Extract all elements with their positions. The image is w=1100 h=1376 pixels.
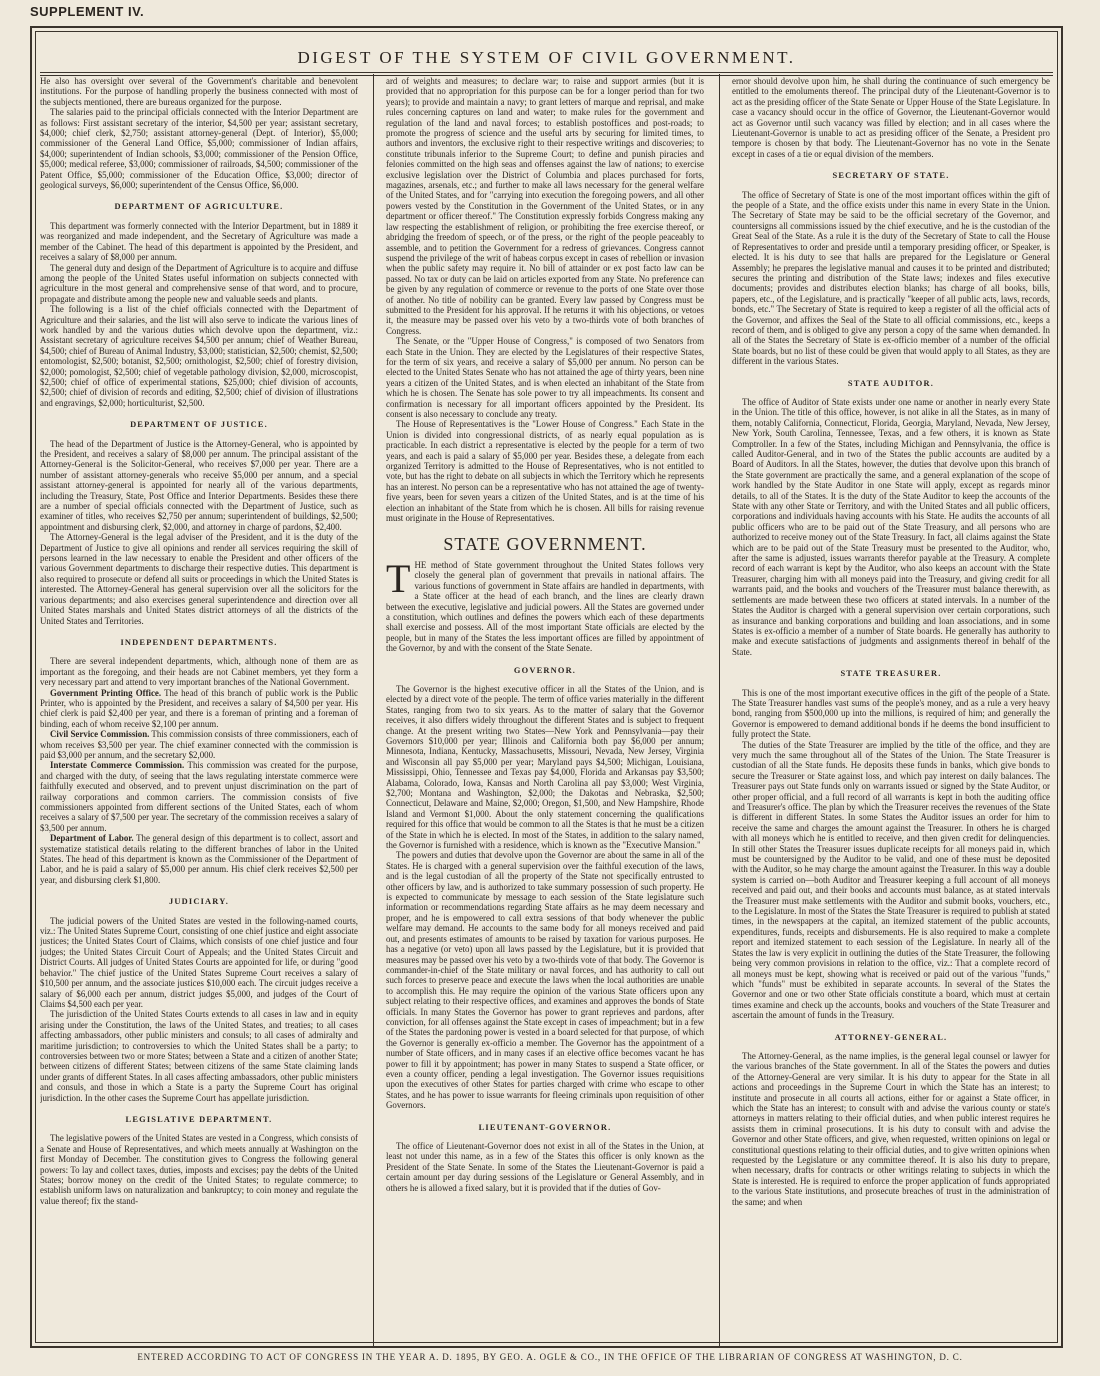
section-heading: STATE AUDITOR. — [847, 378, 935, 388]
paragraph — [386, 555, 704, 654]
paragraph: The Attorney-General, as the name implies, is the general legal counsel or lawyer for the various branches of the State government. In all of the States the powers and duties of the Attorney-General are very similar. It is his duty to appear for the State in all actions and proceedings in the Supreme Court in which the State has an interest; to institute and prosecute in all courts all actions, either for or against a State officer, in which the State has an interest; to consult with and advise the various county or state's attorneys in matters relating to their official duties, and when public interest requires he assists them in criminal prosecutions. It is his duty to consult with and advise the Governor and other State officers, and give, when requested, written opinions on legal or constitutional questions relating to their official duties, and to give written opinions when requested by the Legislature or any committee thereof. It is also his duty to prepare, when necessary, drafts for contracts or other writings relating to subjects in which the State is interested. He is required to enforce the proper application of funds appropriated to the various State institutions, and prosecute breaches of trust in the administration of the same; and when — [732, 1050, 1050, 1207]
paragraph: The office of Auditor of State exists under one name or another in nearly every State in the Union. The title of this office, however, is not alike in all the States, as in many of them, notably California, Connecticut, Florida, Georgia, Maryland, Nevada, New Jersey, New York, South Carolina, Tennessee, Texas, and a few others, it is known as State Comptroller. In a few of the States, including Michigan and Pennsylvania, the office is called Auditor-General, and in two of the States the public accounts are audited by a Board of Auditors. In all the States, however, the duties that devolve upon this branch of the State government are practically the same, and a general explanation of the scope of work handled by the State Auditor in one State will apply, except as regards minor details, to all of the States. It is the duty of the State Auditor to keep the accounts of the State with any other State or Territory, and with the United States and all public officers, corporations and individuals having accounts with his State. He audits the accounts of all public officers who are to be paid out of the State Treasury, and all persons who are authorized to receive money out of the State Treasury. In fact, all claims against the State which are to be paid out of the State Treasury must be presented to the Auditor, who, after the same is adjusted, issues warrants therefor payable at the Treasury. A complete record of each warrant is kept by the Auditor, who also keeps an account with the State Treasurer, charging him with all moneys paid into the Treasury, and giving credit for all warrants paid, and the books and vouchers of the Treasurer must balance therewith, as settlements are made between these two officers at stated intervals. In a number of the States the Auditor is charged with a general supervision over certain corporations, such as insurance and banking corporations and building and loan associations, and in some States is ex-officio a member of a number of State boards. He generally has authority to make and execute satisfactions of judgments and assignments thereof in behalf of the State. — [732, 396, 1050, 657]
section-heading: DEPARTMENT OF JUSTICE. — [130, 420, 268, 430]
paragraph: The duties of the State Treasurer are implied by the title of the office, and they are very much the same throughout all of the States of the Union. The State Treasurer is custodian of all the State funds. He deposits these funds in banks, which give bonds to secure the Treasurer or State against loss, and which pay interest on daily balances. The Treasurer pays out State funds only on warrants issued or signed by the State Auditor, or other proper official, and a full record of all warrants is kept in both the auditing office and Treasurer's office. The plan by which the Treasurer receives the revenues of the State is different in different States. In some States the Auditor issues an order for him to receive the same and charges the amount against the Treasurer. In others he is charged with all moneys which he is entitled to receive, and then given credit for delinquencies. In still other States the Treasurer issues duplicate receipts for all moneys paid in, which must be countersigned by the Auditor to be valid, and one of these must be deposited with the Auditor, so he may charge the amount against the Treasurer. In this way a double system is carried on—both Auditor and Treasurer keeping a full account of all moneys received and paid out, and their books and accounts must balance, as at stated intervals the Treasurer must make settlements with the Auditor and submit books, vouchers, etc., to the Legislature. In most of the States the State Treasurer is required to publish at stated times, in the newspapers at the capital, an itemized statement of the public accounts, expenditures, funds, receipts and disbursements. He is also required to make a complete report and itemized statement to each session of the Legislature. In nearly all of the States the law is very explicit in outlining the duties of the State Treasurer, the following being very common provisions in relation to the office, viz.: That a complete record of all moneys must be kept, showing what is received or paid out of the various "funds," which "funds" must be exhibited in separate accounts. In several of the States the Governor and one or two other State officials constitute a board, which must at certain times examine and check up the accounts, books and vouchers of the State Treasurer and ascertain the amount of funds in the Treasury. — [732, 739, 1050, 1021]
section-heading: SECRETARY OF STATE. — [832, 171, 950, 181]
paragraph: The powers and duties that devolve upon the Governor are about the same in all of the States. He is charged with a general supervision over the faithful execution of the laws, and is the legal custodian of all the property of the State not specifically entrusted to other officers by law, and is authorized to take summary possession of such property. He is expected to communicate by message to each session of the State legislature such information or recommendations regarding State affairs as he may deem necessary and proper, and he is empowered to call extra sessions of that body whenever the public welfare may demand. He accounts to the same body for all moneys received and paid out, and presents estimates of amounts to be raised by taxation for various purposes. He has a negative (or veto) upon all laws passed by the Legislature, but it is provided that measures may be passed over his veto by a two-thirds vote of that body. The Governor is commander-in-chief of the State military or naval forces, and has authority to call out such forces to preserve peace and execute the laws when the local authorities are unable to accomplish this. He may require the opinion of the various State officers upon any subject relating to their respective offices, and examines and approves the bonds of State officials. In many States the Governor has power to grant reprieves and pardons, after conviction, for all offenses against the State except in cases of impeachment; but in a few of the States the pardoning power is vested in a board selected for that purpose, of which the Governor is generally ex-officio a member. The Governor has the appointment of a number of State officers, and in many cases if an elective office becomes vacant he has power to fill it by appointment; has power in many States to suspend a State officer, or even a county officer, pending a legal investigation. The Governor issues requisitions upon the executives of other States for parties charged with crime who escape to other States, and he has power to issue warrants for fleeing criminals upon requisition of other Governors. — [386, 850, 704, 1111]
paragraph: The general duty and design of the Department of Agriculture is to acquire and diffuse among the people of the United States useful information on subjects connected with agriculture in the most general and comprehensive sense of that word, and to procure, propagate and distribute among the people new and valuable seeds and plants. — [40, 262, 358, 304]
paragraph-body: The general design of this department is to collect, assort and systematize statistical details relating to the different branches of labor in the United States. The head of this department is known as the Commissioner of the Department of Labor, and he is paid a salary of $5,000 per annum. His chief clerk receives $2,500 per year, and disbursing clerk $1,800. — [40, 833, 358, 885]
paragraph-body: The head of this branch of public work is the Public Printer, who is appointed by the President, and receives a salary of $4,500 per year. His chief clerk is paid $2,400 per year, and there is a foreman of printing and a foreman of binding, each of whom receive $2,100 per annum. — [40, 687, 358, 729]
paragraph: The legislative powers of the United States are vested in a Congress, which consists of a Senate and House of Representatives, and which meets annually at Washington on the first Monday of December. The constitution gives to Congress the following general powers: To lay and collect taxes, duties, imposts and excises; pay the debts of the United States; borrow money on the credit of the United States; to regulate commerce; to establish uniform laws on naturalization and bankruptcy; to coin money and regulate the value thereof; fix the stand- — [40, 1133, 358, 1206]
title-rule — [40, 72, 1053, 73]
paragraph-lead: Interstate Commerce Commission. — [50, 760, 185, 771]
copyright-footer: ENTERED ACCORDING TO ACT OF CONGRESS IN THE YEAR A. D. 1895, BY GEO. A. OGLE & CO., IN THE OFFICE OF THE LIBRARIAN OF CONGRESS AT WASHINGTON, D. C. — [137, 1352, 963, 1362]
paragraph: ernor should devolve upon him, he shall during the continuance of such emergency be entitled to the emoluments thereof. The principal duty of the Lieutenant-Governor is to act as the presiding officer of the State Senate or Upper House of the State Legislature. In case a vacancy should occur in the office of Governor, the Lieutenant-Governor would act as Governor until such vacancy was filled by election; and in all cases where the Lieutenant-Governor is unable to act as presiding officer of the Senate, a President pro tempore is chosen by that body. The Lieutenant-Governor has no vote in the Senate except in cases of a tie or equal division of the members. — [732, 76, 1050, 159]
section-heading: INDEPENDENT DEPARTMENTS. — [120, 637, 278, 647]
column-divider — [719, 74, 720, 1346]
section-heading: ATTORNEY-GENERAL. — [834, 1032, 948, 1042]
section-heading: LIEUTENANT-GOVERNOR. — [478, 1122, 612, 1132]
paragraph: There are several independent departments, which, although none of them are as important as the foregoing, and their heads are not Cabinet members, yet they form a very necessary part and attend to very important branches of the National Government. — [40, 656, 358, 688]
column-1 — [40, 76, 358, 1346]
column-divider — [373, 74, 374, 1346]
paragraph: He also has oversight over several of the Government's charitable and benevolent institutions. For the purpose of handling properly the business connected with most of the subjects mentioned, there are bureaus organized for the purpose. — [40, 76, 358, 107]
paragraph: The office of Secretary of State is one of the most important offices within the gift of the people of a State, and the office exists under this name in every State in the Union. The Secretary of State may be said to be the official secretary of the Governor, and countersigns all commissions issued by the chief executive, and he is the custodian of the Great Seal of the State. As a rule it is the duty of the Secretary of State to call the House of Representatives to order and preside until a temporary presiding officer, or Speaker, is elected. It is his duty to see that halls are prepared for the Legislature or General Assembly; he prepares the legislative manual and causes it to be printed and distributed; secures the printing and distribution of the State laws; indexes and files executive documents; provides and distributes election blanks; has charge of all books, bills, papers, etc., of the Legislature, and is practically "keeper of all public acts, laws, records, bonds, etc." The Secretary of State is required to keep a register of all the official acts of the Governor, and affixes the Seal of the State to all official commissions, etc., keeps a record of them, and is obliged to give any person a copy of the same when demanded. In all of the States the Secretary of State is ex-officio member of a number of the official State boards, but no list of these could be given that would apply to all States, as they are different in the various States. — [732, 189, 1050, 367]
section-heading: DEPARTMENT OF AGRICULTURE. — [114, 202, 284, 212]
paragraph: The following is a list of the chief officials connected with the Department of Agriculture and their salaries, and the list will also serve to indicate the various lines of work handled by and the various duties which devolve upon the department, viz.: Assistant secretary of agriculture receives $4,500 per annum; chief of Weather Bureau, $4,500; chief of Bureau of Animal Industry, $3,000; statistician, $2,500; chemist, $2,500; entomologist, $2,500; botanist, $2,500; ornithologist, $2,500; chief of forestry division, $2,000; pomologist, $2,500; chief of vegetable pathology division, $2,000, microscopist, $2,500; chief of office of experimental stations, $25,000; chief division of accounts, $2,500; chief of division of records and editing, $2,500; chief of division of illustrations and engravings, $2,000; horticulturist, $2,500. — [40, 304, 358, 408]
section-heading: LEGISLATIVE DEPARTMENT. — [125, 1114, 273, 1124]
state-government-title: STATE GOVERNMENT. — [443, 534, 647, 555]
paragraph-body: This commission consists of three commissioners, each of whom receives $3,500 per year. The chief examiner connected with the commission is paid $3,000 per annum, and the secretary $2,000. — [40, 729, 358, 760]
paragraph — [40, 833, 358, 885]
paragraph: The Governor is the highest executive officer in all the States of the Union, and is elected by a direct vote of the people. The term of office varies materially in the different States, ranging from two to six years. As to the matter of salary that the Governor receives, it also differs widely throughout the different States and is subject to frequent change. At the present writing two States—New York and Pennsylvania—pay their Governors $10,000 per year; Illinois and California both pay $6,000 per annum; Minnesota, Indiana, Kentucky, Massachusetts, Missouri, Nevada, New Jersey, Virginia and Wisconsin all pay $5,000 per year; Maryland pays $4,500; Michigan, Louisiana, Mississippi, Ohio, Tennessee and Texas pay $4,000, Florida and Arkansas pay $3,500; Alabama, Colorado, Iowa, Kansas and North Carolina all pay $3,000; West Virginia, $2,700; Montana and Washington, $2,000; the Dakotas and Nebraska, $2,500; Connecticut, Delaware and Maine, $2,000; Oregon, $1,500, and New Hampshire, Rhode Island and Vermont $1,000. About the only statement concerning the qualifications required for this office that would be common to all the States is that he must be a citizen of the State in which he is elected. In most of the States, in addition to the salary named, the Governor is furnished with a residence, which is known as the "Executive Mansion." — [386, 683, 704, 851]
paragraph: The office of Lieutenant-Governor does not exist in all of the States in the Union, at least not under this name, as in a few of the States this officer is only known as the President of the State Senate. In some of the States the Lieutenant-Governor is paid a certain amount per day during sessions of the Legislature or General Assembly, and in others he is allowed a fixed salary, but it is provided that if the duties of Gov- — [386, 1141, 704, 1193]
column-2 — [386, 76, 704, 1346]
paragraph: The Attorney-General is the legal adviser of the President, and it is the duty of the Department of Justice to give all opinions and render all services requiring the skill of persons learned in the law necessary to enable the President and other officers of the various Government departments to discharge their respective duties. This department is also required to prosecute or defend all suits or proceedings in which the United States is interested. The Attorney-General has general supervision over all the solicitors for the various departments; and also exercises general superintendence and direction over all United States marshals and United States district attorneys of all the districts of the United States and Territories. — [40, 532, 358, 626]
paragraph: The salaries paid to the principal officials connected with the Interior Department are as follows: First assistant secretary of the interior, $4,500 per year; assistant secretary, $4,000; chief clerk, $2,750; assistant attorney-general (Dept. of Interior), $5,000; commissioner of the General Land Office, $5,000; commissioner of Indian affairs, $4,000; superintendent of Indian schools, $3,000; commissioner of the Pension Office, $5,000; medical referee, $3,000; commissioner of railroads, $4,500; commissioner of the Patent Office, $5,000; commissioner of the Education Office, $3,000; director of geological surveys, $6,000; superintendent of the Census Office, $6,000. — [40, 107, 358, 191]
paragraph: The jurisdiction of the United States Courts extends to all cases in law and in equity arising under the Constitution, the laws of the United States, and treaties; to all cases affecting ambassadors, other public ministers and consuls; to all cases of admiralty and maritime jurisdiction; to controversies to which the United States shall be a party; to controversies between two or more States; between a State and a citizen of another State; between citizens of different States; between citizens of the same State claiming lands under grants of different States. In all cases affecting ambassadors, other public ministers and consuls, and those in which a State is a party the Supreme Court has original jurisdiction. In the other cases the Supreme Court has appellate jurisdiction. — [40, 1009, 358, 1103]
paragraph: This is one of the most important executive offices in the gift of the people of a State. The State Treasurer handles vast sums of the people's money, and as a rule a very heavy bond, ranging from $500,000 up into the millions, is required of him; and generally the Governor is empowered to demand additional bonds if he deems the bond insufficient to fully protect the State. — [732, 687, 1050, 740]
column-3 — [732, 76, 1050, 1346]
section-heading: STATE TREASURER. — [840, 669, 942, 679]
paragraph — [40, 688, 358, 730]
section-heading: GOVERNOR. — [513, 665, 577, 675]
page-title: DIGEST OF THE SYSTEM OF CIVIL GOVERNMENT. — [297, 48, 796, 67]
paragraph: The judicial powers of the United States are vested in the following-named courts, viz.: The United States Supreme Court, consisting of one chief justice and eight associate justices; the United States Court of Claims, which consists of one chief justice and four judges; the United States Circuit Court of Appeals; and the United States Circuit and District Courts. All judges of United States Courts are appointed for life, or during "good behavior." The chief justice of the United States Supreme Court receives a salary of $10,500 per annum, and the associate justices $10,000 each. The circuit judges receive a salary of $6,000 each per annum, district judges $5,000, and judges of the Court of Claims $4,500 each per year. — [40, 915, 358, 1009]
paragraph-body: HE method of State government throughout the United States follows very closely the general plan of government that prevails in national affairs. The various functions of government in State affairs are handled in departments, with a State officer at the head of each branch, and the lines are clearly drawn between the executive, legislative and judicial powers. All the States are governed under a constitution, which outlines and defines the powers which each of these departments shall exercise and possess. All of the most important State officials are elected by the people, but in many of the States the less important offices are filled by appointment of the Governor, by and with the consent of the State Senate. — [386, 559, 704, 654]
supplement-label: SUPPLEMENT IV. — [30, 4, 145, 19]
paragraph-lead: Government Printing Office. — [50, 687, 162, 698]
paragraph-lead: Civil Service Commission. — [50, 729, 150, 740]
paragraph: The House of Representatives is the "Lower House of Congress." Each State in the Union is divided into congressional districts, of as nearly equal population as is practicable. In each district a representative is elected by the people for a term of two years, and each is paid a salary of $5,000 per year. Besides these, a delegate from each organized Territory is admitted to the House of Representatives, who is not entitled to vote, but has the right to debate on all subjects in which the Territory which he represents has an interest. No person can be a representative who has not attained the age of twenty-five years, been for seven years a citizen of the United States, and is at the time of his election an inhabitant of the State from which he is chosen. All bills for raising revenue must originate in the House of Representatives. — [386, 419, 704, 524]
section-heading: JUDICIARY. — [168, 897, 230, 907]
paragraph: This department was formerly connected with the Interior Department, but in 1889 it was reorganized and made independent, and the Secretary of Agriculture was made a member of the Cabinet. The head of this department is appointed by the President, and receives a salary of $8,000 per annum. — [40, 220, 358, 263]
drop-cap: T — [386, 555, 411, 601]
paragraph — [40, 729, 358, 760]
paragraph-body: This commission was created for the purpose, and charged with the duty, of seeing that the laws regulating interstate commerce were faithfully executed and observed, and to prevent unjust discrimination on the part of railway corporations and common carriers. The commission consists of five commissioners appointed from different sections of the United States, each of whom receives a salary of $7,500 per year. The secretary of the commission receives a salary of $3,500 per annum. — [40, 760, 358, 833]
paragraph: ard of weights and measures; to declare war; to raise and support armies (but it is provided that no appropriation for this purpose can be for a longer period than for two years); to provide and maintain a navy; to grant letters of marque and reprisal, and make rules concerning captures on land and water; to make rules for the government and regulation of the land and naval forces; to establish postoffices and post-roads; to promote the progress of science and the useful arts by securing for limited times, to authors and inventors, the exclusive right to their respective writings and discoveries; to constitute tribunals inferior to the Supreme Court; to define and punish piracies and felonies committed on the high seas and offenses against the law of nations; to exercise exclusive legislation over the District of Columbia and places purchased for forts, magazines, arsenals, etc.; and further to make all laws necessary for the general welfare of the United States, and for "carrying into execution the foregoing powers, and all other powers vested by the Constitution in the Government of the United States, or in any department or officer thereof." The Constitution expressly forbids Congress making any law respecting the establishment of religion, or prohibiting the free exercise thereof, or abridging the freedom of speech, or of the press, or the right of the people peaceably to assemble, and to petition the Government for a redress of grievances. Congress cannot suspend the privilege of the writ of habeas corpus except in cases of rebellion or invasion when the public safety may require it. No bill of attainder or ex post facto law can be passed. No tax or duty can be laid on articles exported from any State. No preference can be given by any regulation of commerce or revenue to the ports of one State over those of another. No title of nobility can be granted. Every law passed by Congress must be submitted to the President for his approval. If he returns it with his objections, or vetoes it, the measure may be passed over his veto by a two-thirds vote of both branches of Congress. — [386, 76, 704, 336]
paragraph: The Senate, or the "Upper House of Congress," is composed of two Senators from each State in the Union. They are elected by the Legislatures of their respective States, for the term of six years, and receive a salary of $5,000 per annum. No person can be elected to the United States Senate who has not attained the age of thirty years, been nine years a citizen of the United States, and is when elected an inhabitant of the State from which he is chosen. The Senate has sole power to try all impeachments. Its consent and confirmation is necessary for all important officers appointed by the President. Its consent is also necessary to conclude any treaty. — [386, 336, 704, 419]
paragraph — [40, 760, 358, 833]
paragraph-lead: Department of Labor. — [50, 833, 134, 844]
paragraph: The head of the Department of Justice is the Attorney-General, who is appointed by the President, and receives a salary of $8,000 per annum. The principal assistant of the Attorney-General is the Solicitor-General, who receives $7,000 per year. There are a number of assistant attorney-generals who receive $5,000 per annum, and a special assistant attorney-general is appointed for nearly all of the various departments, including the Treasury, State, Post Office and Interior Departments. Besides these there are a number of special officials connected with the Department of Justice, such as examiner of titles, who receives $2,750 per annum; superintendent of buildings, $2,500; appointment and disbursing clerk, $2,000, and attorney in charge of pardons, $2,400. — [40, 438, 358, 532]
